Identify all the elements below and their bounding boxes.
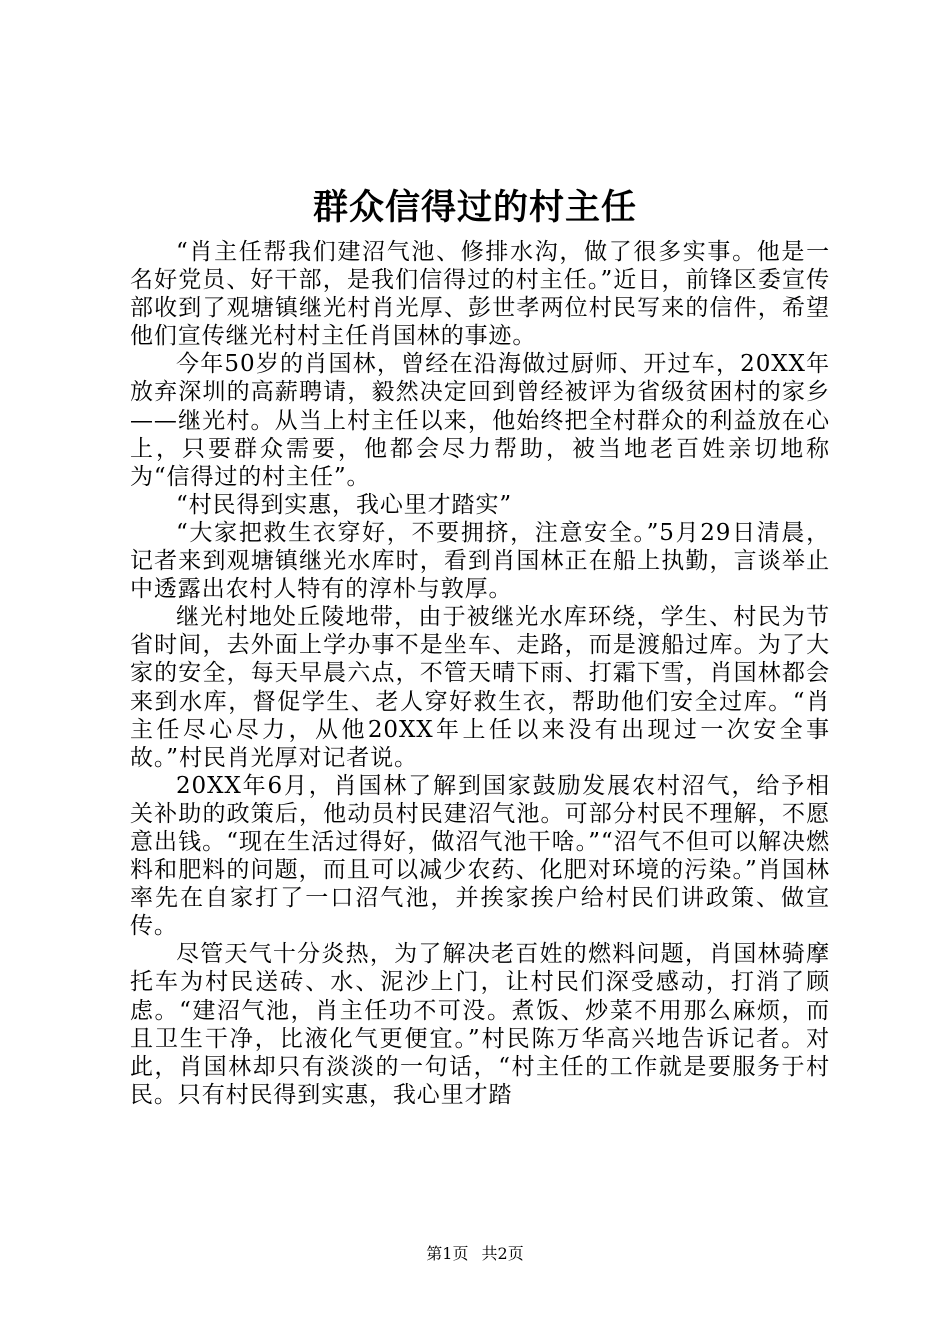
- document-body: [130, 238, 830, 1109]
- document-title: 群众信得过的村主任: [312, 187, 637, 228]
- paragraph: 尽管天气十分炎热，为了解决老百姓的燃料问题，肖国林骑摩托车为村民送砖、水、泥沙上门，让村民们深受感动，打消了顾虑。“建沼气池，肖主任功不可没。煮饭、炒菜不用那么麻烦，而且卫生干净，比液化气更便宜。”村民陈万华高兴地告诉记者。对此，肖国林却只有淡淡的一句话，“村主任的工作就是要服务于村民。只有村民得到实惠，我心里才踏: [130, 941, 830, 1108]
- paragraph: “肖主任帮我们建沼气池、修排水沟，做了很多实事。他是一名好党员、好干部，是我们信得过的村主任。”近日，前锋区委宣传部收到了观塘镇继光村肖光厚、彭世孝两位村民写来的信件，希望他们宣传继光村村主任肖国林的事迹。: [130, 239, 830, 350]
- paragraph: 今年50岁的肖国林，曾经在沿海做过厨师、开过车，20XX年放弃深圳的高薪聘请，毅然决定回到曾经被评为省级贫困村的家乡——继光村。从当上村主任以来，他始终把全村群众的利益放在心上，只要群众需要，他都会尽力帮助，被当地老百姓亲切地称为“信得过的村主任”。: [130, 351, 830, 490]
- section-heading: “村民得到实惠，我心里才踏实”: [176, 491, 513, 518]
- page-footer: [0, 1241, 950, 1264]
- paragraph: 20XX年6月，肖国林了解到国家鼓励发展农村沼气，给予相关补助的政策后，他动员村民建沼气池。可部分村民不理解，不愿意出钱。“现在生活过得好，做沼气池干啥。”“沼气不但可以解决燃料和肥料的问题，而且可以减少农药、化肥对环境的污染。”肖国林率先在自家打了一口沼气池，并挨家挨户给村民们讲政策、做宣传。: [130, 772, 830, 940]
- page-total: 共2页: [481, 1244, 524, 1263]
- paragraph: “大家把救生衣穿好，不要拥挤，注意安全。”5月29日清晨，记者来到观塘镇继光水库时，看到肖国林正在船上执勤，言谈举止中透露出农村人特有的淳朴与敦厚。: [130, 519, 830, 603]
- paragraph: 继光村地处丘陵地带，由于被继光水库环绕，学生、村民为节省时间，去外面上学办事不是坐车、走路，而是渡船过库。为了大家的安全，每天早晨六点，不管天晴下雨、打霜下雪，肖国林都会来到水库，督促学生、老人穿好救生衣，帮助他们安全过库。“肖主任尽心尽力，从他20XX年上任以来没有出现过一次安全事故。”村民肖光厚对记者说。: [130, 604, 830, 771]
- page-number: 第1页: [426, 1244, 469, 1263]
